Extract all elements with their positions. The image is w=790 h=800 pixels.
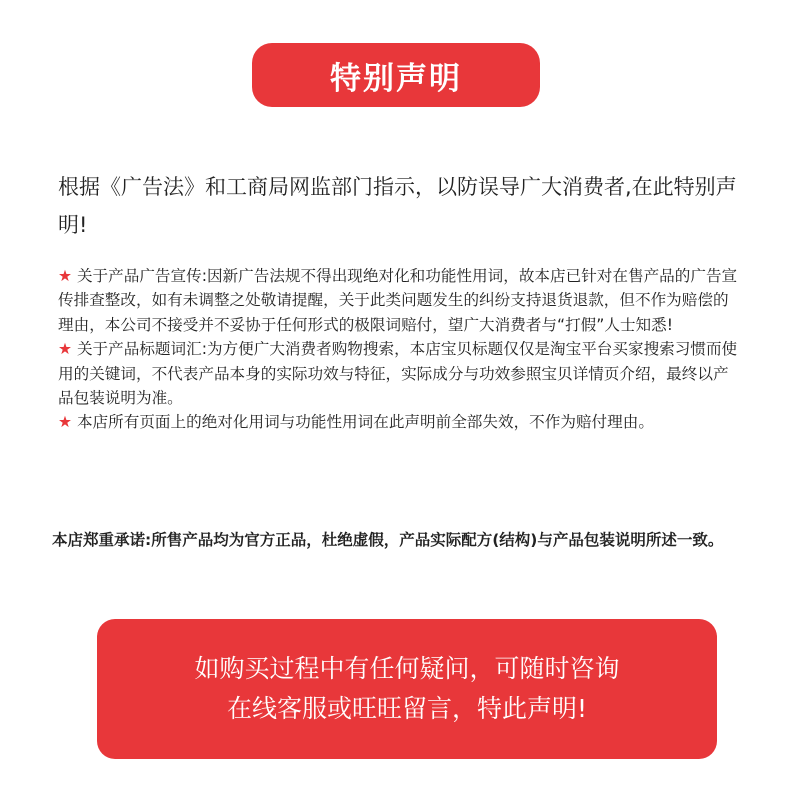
notice-item: [58, 337, 738, 410]
page-title: 特别声明: [330, 60, 462, 97]
notice-text: 关于产品广告宣传:因新广告法规不得出现绝对化和功能性用词，故本店已针对在售产品的广告宣传排查整改，如有未调整之处敬请提醒，关于此类问题发生的纠纷支持退货退款，但不作为赔偿的理由，本公司不接受并不妥协于任何形式的极限词赔付，望广大消费者与“打假”人士知悉!: [58, 267, 738, 334]
notice-item: [58, 410, 738, 434]
contact-line-1: 如购买过程中有任何疑问，可随时咨询: [194, 654, 620, 683]
contact-banner: [97, 619, 717, 759]
notice-list: [58, 264, 738, 435]
pledge-statement: 本店郑重承诺:所售产品均为官方正品，杜绝虚假，产品实际配方(结构)与产品包装说明所述一致。: [52, 531, 724, 549]
notice-text: 本店所有页面上的绝对化用词与功能性用词在此声明前全部失效，不作为赔付理由。: [71, 413, 654, 432]
notice-item: [58, 264, 738, 337]
contact-line-2: 在线客服或旺旺留言，特此声明!: [226, 694, 588, 723]
intro-statement: 根据《广告法》和工商局网监部门指示，以防误导广大消费者,在此特别声明!: [58, 175, 737, 237]
star-icon: ★: [58, 267, 72, 285]
star-icon: ★: [58, 340, 72, 359]
title-banner: [252, 43, 540, 107]
notice-text: 关于产品标题词汇:为方便广大消费者购物搜索，本店宝贝标题仅仅是淘宝平台买家搜索习惯而使用的关键词，不代表产品本身的实际功效与特征，实际成分与功效参照宝贝详情页介绍，最终以产品包装说明为准。: [58, 340, 738, 408]
star-icon: ★: [58, 413, 72, 432]
